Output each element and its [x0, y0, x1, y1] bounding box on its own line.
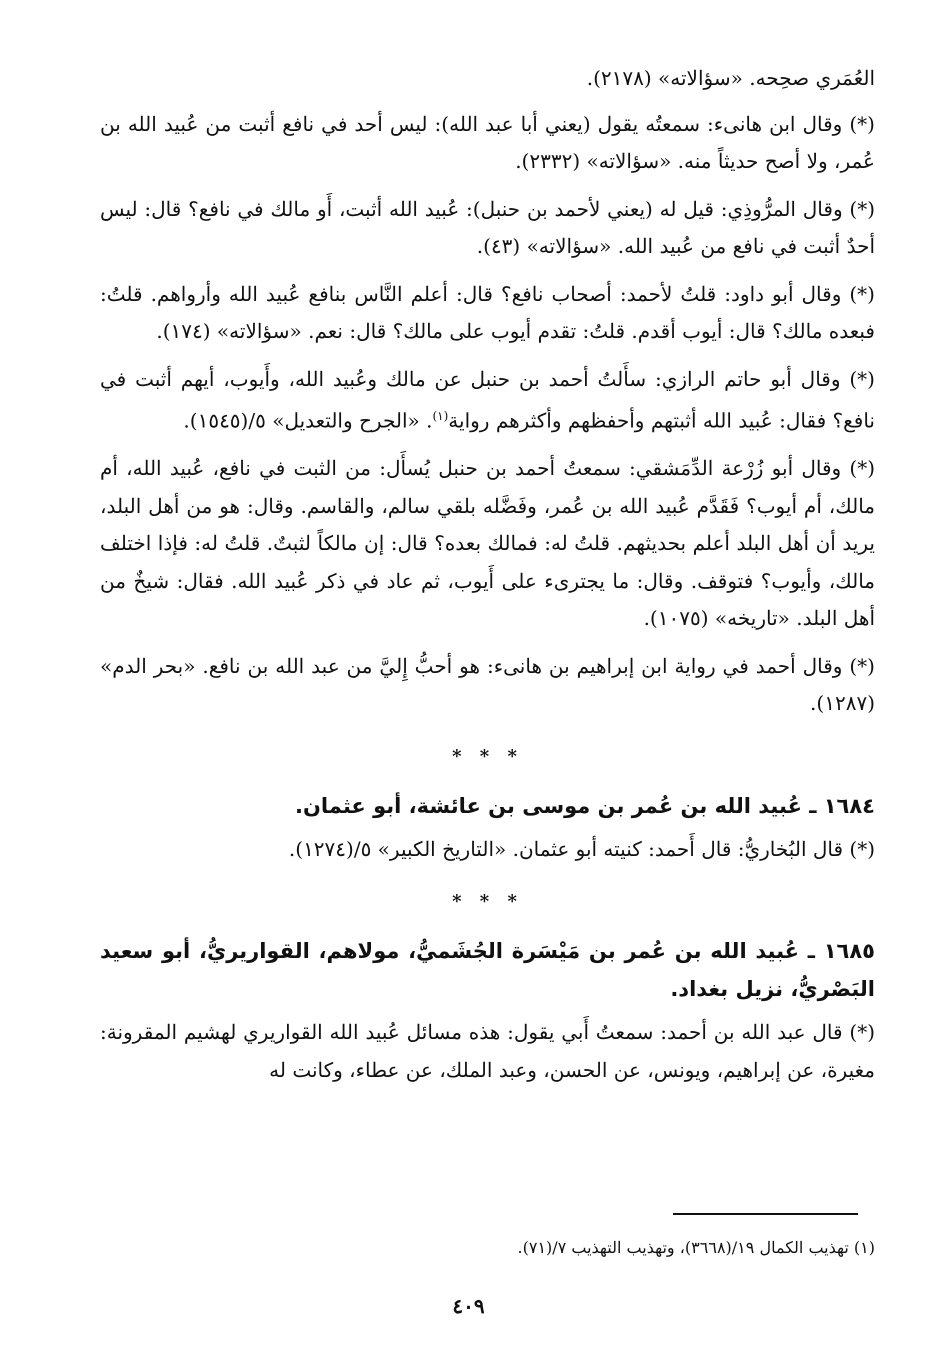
entry-heading-1685: ١٦٨٥ ـ عُبيد الله بن عُمر بن مَيْسَرة الجُشَميُّ، مولاهم، القواريريُّ، أبو سعيد البَصْريُّ، نزيل بغداد.	[100, 939, 875, 1002]
footnote: (١) تهذيب الكمال ١٩/(٣٦٦٨)، وتهذيب التهذيب ٧/(٧١).	[517, 1238, 875, 1257]
paragraph-marrudhi: (*) وقال المرُّوذِي: قيل له (يعني لأحمد بن حنبل): عُبيد الله أثبت، أَو مالك في نافع؟ قال: ليس أحدٌ أثبت في نافع من عُبيد الله. «سؤالاته» (٤٣).	[100, 196, 875, 258]
paragraph-continuation: العُمَري صحِحه. «سؤالاته» (٢١٧٨).	[586, 66, 875, 90]
entry-text-1685: (*) قال عبد الله بن أحمد: سمعتُ أَبي يقول: هذه مسائل عُبيد الله القواريري لهشيم المقرونة: مغيرة، عن إبراهيم، ويونس، عن الحسن، وعبد الملك، عن عطاء، وكانت له	[100, 1020, 875, 1082]
page-body	[100, 60, 875, 1099]
page-number: ٤٠٩	[452, 1294, 485, 1318]
paragraph-abu-dawud: (*) وقال أبو داود: قلتُ لأحمد: أصحاب نافع؟ قال: أعلم النَّاس بنافع عُبيد الله وأرواهم. قلتُ: فبعده مالك؟ قال: أيوب أقدم. قلتُ: تقدم أيوب على مالك؟ قال: نعم. «سؤالاته» (١٧٤).	[100, 281, 875, 343]
entry-text-1684: (*) قال البُخاريُّ: قال أَحمد: كنيته أبو عثمان. «التاريخ الكبير» ٥/(١٢٧٤).	[288, 836, 875, 861]
section-separator: * * *	[452, 891, 523, 913]
paragraph-ibn-ibrahim: (*) وقال أحمد في رواية ابن إبراهيم بن هانىء: هو أحبُّ إِليَّ من عبد الله بن نافع. «بحر الدم» (١٢٨٧).	[100, 653, 875, 716]
paragraph-abu-hatim	[100, 361, 875, 441]
section-separator: * * *	[452, 745, 523, 767]
entry-heading-1684: ١٦٨٤ ـ عُبيد الله بن عُمر بن موسى بن عائشة، أبو عثمان.	[294, 793, 875, 818]
abu-hatim-text: (*) وقال أبو حاتم الرازي: سأَلتُ أحمد بن حنبل عن مالك وعُبيد الله، وأَيوب، أيهم أثبت في نافع؟ فقال: عُبيد الله أثبتهم وأحفظهم وأكثرهم رواية	[100, 366, 875, 433]
footnote-divider	[673, 1213, 858, 1215]
footnote-marker: (١)	[432, 409, 449, 423]
abu-hatim-source: . «الجرح والتعديل» ٥/(١٥٤٥).	[183, 408, 433, 433]
paragraph-ibn-hani: (*) وقال ابن هانىء: سمعتُه يقول (يعني أبا عبد الله): ليس أحد في نافع أثبت من عُبيد الله بن عُمر، ولا أصح حديثاً منه. «سؤالاته» (٢٣٣٢).	[100, 111, 875, 173]
paragraph-abu-zura: (*) وقال أبو زُرْعة الدِّمَشقي: سمعتُ أحمد بن حنبل يُسأَل: من الثبت في نافع، عُبيد الله، أم مالك، أم أيوب؟ فَقَدَّم عُبيد الله بن عُمر، وفَضَّله بلقي سالم، والقاسم. وقال: هو من أهل البلد، يريد أن أهل البلد أعلم بحديثهم. قلتُ له: فمالك بعده؟ قال: إن مالكاً لثبتٌ. قلتُ له: فإذا اختلف مالك، وأيوب؟ فتوقف. وقال: ما يجترىء على أَيوب، ثم عاد في ذكر عُبيد الله. فقال: شيخٌ من أهل البلد. «تاريخه» (١٠٧٥).	[100, 456, 875, 631]
